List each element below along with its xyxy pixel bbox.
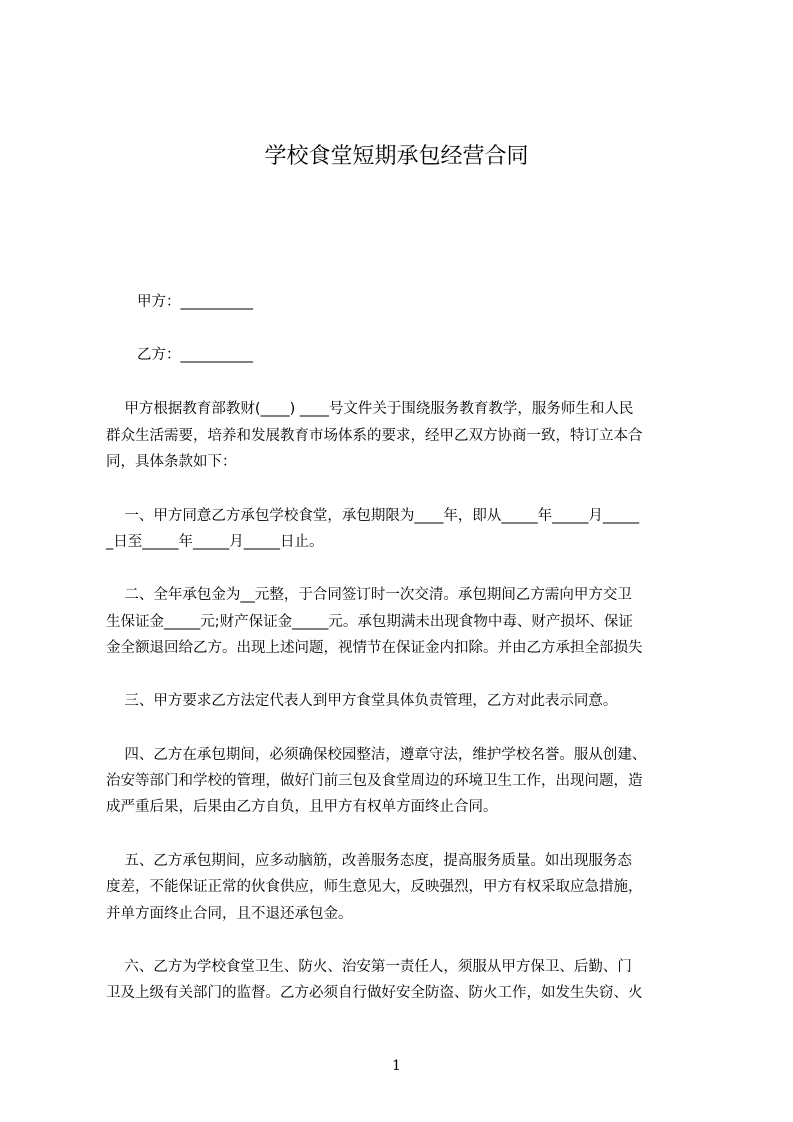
party-a-line: 甲方：__________ — [137, 294, 253, 310]
document-title: 学校食堂短期承包经营合同 — [264, 144, 529, 169]
paragraph-preamble-line-1: 甲方根据教育部教财(____) ____号文件关于围绕服务教育教学，服务师生和人民 — [106, 401, 634, 417]
clause-6-line-2: 卫及上级有关部门的监督。乙方必须自行做好安全防盗、防火工作，如发生失窃、火 — [106, 985, 643, 1001]
paragraph-preamble-line-3: 同，具体条款如下： — [106, 454, 237, 470]
clause-5-line-2: 度差，不能保证正常的伙食供应，师生意见大，反映强烈，甲方有权采取应急措施， — [106, 879, 643, 895]
clause-2-line-1: 二、全年承包金为__元整，于合同签订时一次交清。承包期间乙方需向甲方交卫 — [106, 587, 632, 603]
page-number: 1 — [392, 1058, 401, 1074]
paragraph-preamble-line-2: 群众生活需要，培养和发展教育市场体系的要求，经甲乙双方协商一致，特订立本合 — [106, 428, 643, 444]
clause-4-line-1: 四、乙方在承包期间，必须确保校园整洁，遵章守法，维护学校名誉。服从创建、 — [106, 747, 647, 763]
clause-2-line-2: 生保证金_____元;财产保证金_____元。承包期满未出现食物中毒、财产损坏、保证 — [106, 614, 633, 630]
clause-4-line-2: 治安等部门和学校的管理，做好门前三包及食堂周边的环境卫生工作，出现问题，造 — [106, 773, 643, 789]
clause-6-line-1: 六、乙方为学校食堂卫生、防火、治安第一责任人，须服从甲方保卫、后勤、门 — [106, 959, 632, 975]
clause-3-line-1: 三、甲方要求乙方法定代表人到甲方食堂具体负责管理，乙方对此表示同意。 — [106, 693, 618, 709]
clause-1-line-2: _日至_____年_____月_____日止。 — [106, 534, 324, 550]
clause-1-line-1: 一、甲方同意乙方承包学校食堂，承包期限为____年，即从_____年_____月_____ — [106, 508, 640, 524]
party-b-line: 乙方：__________ — [137, 347, 253, 363]
clause-4-line-3: 成严重后果，后果由乙方自负，且甲方有权单方面终止合同。 — [106, 799, 498, 815]
clause-5-line-1: 五、乙方承包期间，应多动脑筋，改善服务态度，提高服务质量。如出现服务态 — [106, 853, 632, 869]
clause-2-line-3: 金全额退回给乙方。出现上述问题，视情节在保证金内扣除。并由乙方承担全部损失 — [106, 640, 643, 656]
clause-5-line-3: 并单方面终止合同，且不退还承包金。 — [106, 906, 353, 922]
